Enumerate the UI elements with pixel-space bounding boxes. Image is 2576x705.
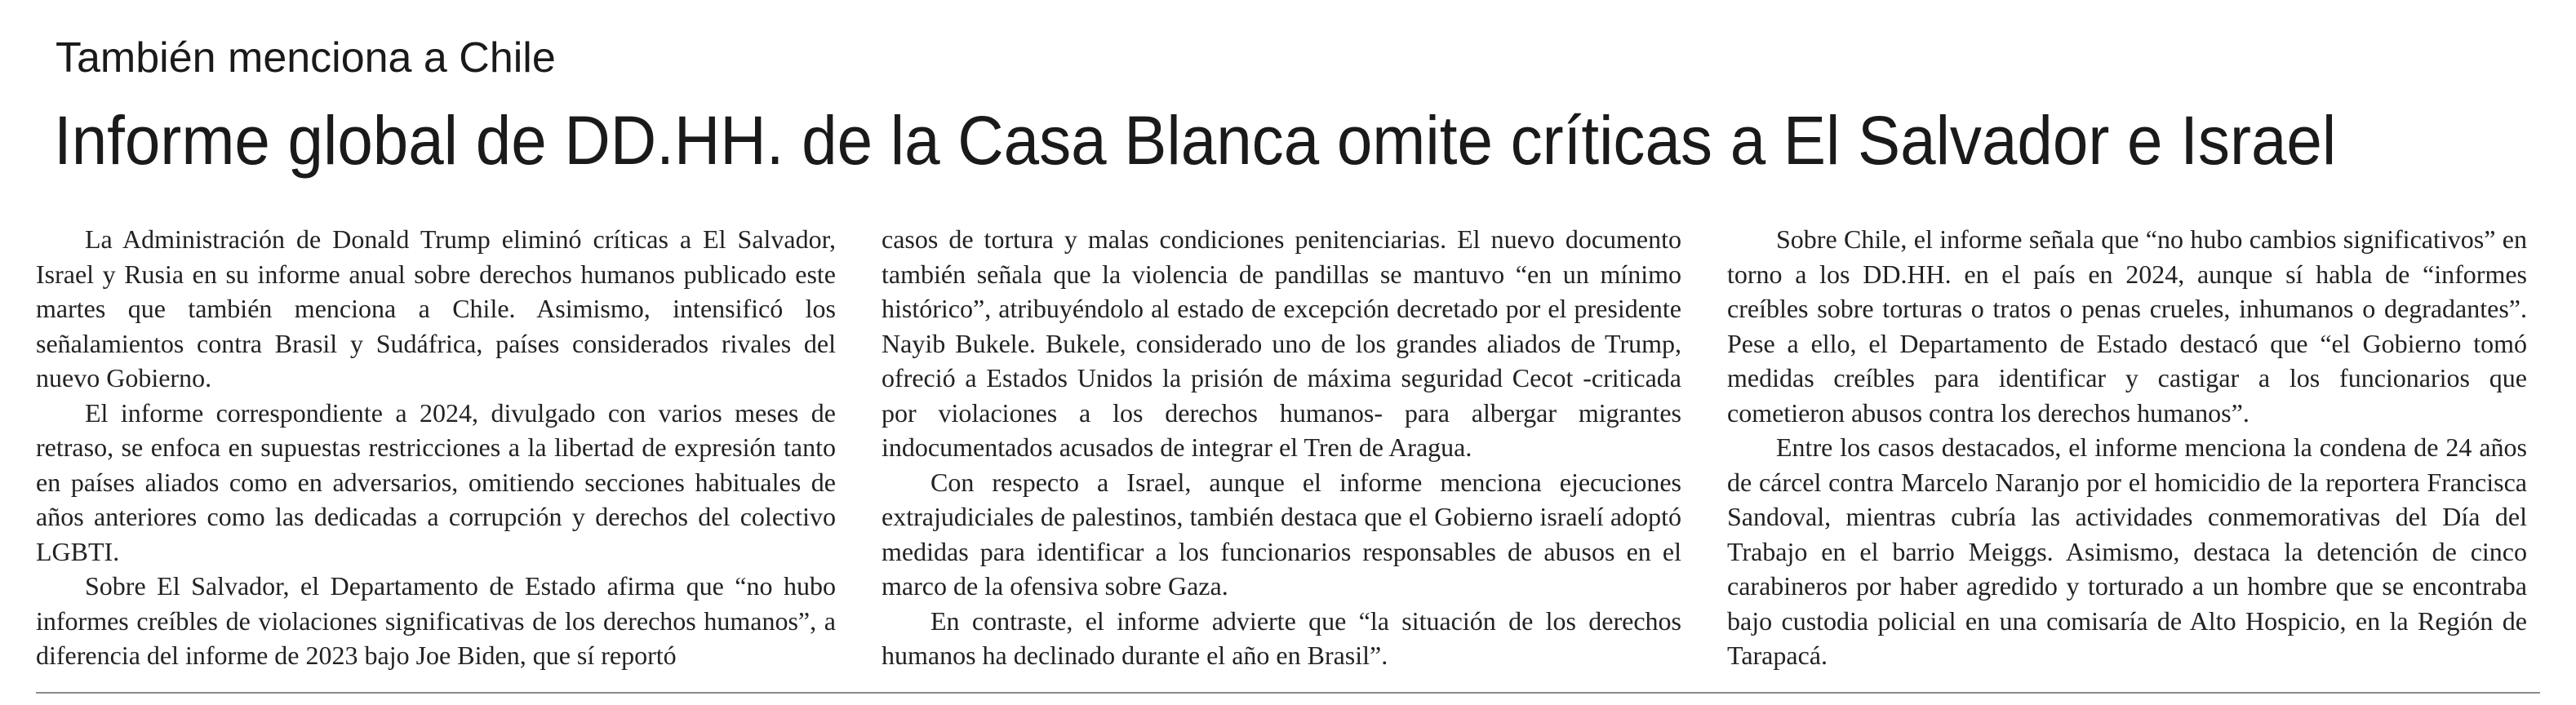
bottom-divider bbox=[36, 692, 2540, 694]
article-kicker: También menciona a Chile bbox=[56, 34, 556, 82]
article-column-1 bbox=[36, 222, 836, 673]
article-column-3 bbox=[1727, 222, 2527, 673]
body-paragraph-continued: casos de tortura y malas condiciones penitenciarias. El nuevo documento también señala que la violencia de pandillas se mantuvo “en un mínimo histórico”, atribuyéndolo al estado de excepción decretado por el presidente Nayib Bukele. Bukele, considerado uno de los grandes aliados de Trump, ofreció a Estados Unidos la prisión de máxima seguridad Cecot -criticada por violaciones a los derechos humanos- para albergar migrantes indocumentados acusados de integrar el Tren de Aragua. bbox=[882, 224, 1681, 462]
body-paragraph: En contraste, el informe advierte que “la situación de los derechos humanos ha declinado durante el año en Brasil”. bbox=[882, 605, 1681, 670]
body-paragraph: Sobre Chile, el informe señala que “no hubo cambios significativos” en torno a los DD.HH. en el país en 2024, aunque sí habla de “informes creíbles sobre torturas o tratos o penas crueles, inhumanos o degradantes”. Pese a ello, el Departamento de Estado destacó que “el Gobierno tomó medidas creíbles para identificar y castigar a los funcionarios que cometieron abusos contra los derechos humanos”. bbox=[1727, 224, 2527, 428]
body-paragraph: La Administración de Donald Trump eliminó críticas a El Salvador, Israel y Rusia en su informe anual sobre derechos humanos publicado este martes que también menciona a Chile. Asimismo, intensificó los señalamientos contra Brasil y Sudáfrica, países considerados rivales del nuevo Gobierno. bbox=[36, 224, 836, 392]
article-headline: Informe global de DD.HH. de la Casa Blanca omite críticas a El Salvador e Israel bbox=[54, 102, 2337, 179]
body-paragraph: El informe correspondiente a 2024, divulgado con varios meses de retraso, se enfoca en supuestas restricciones a la libertad de expresión tanto en países aliados como en adversarios, omitiendo secciones habituales de años anteriores como las dedicadas a corrupción y derechos del colectivo LGBTI. bbox=[36, 397, 836, 566]
body-paragraph: Entre los casos destacados, el informe menciona la condena de 24 años de cárcel contra Marcelo Naranjo por el homicidio de la reportera Francisca Sandoval, mientras cubría las actividades conmemorativas del Día del Trabajo en el barrio Meiggs. Asimismo, destaca la detención de cinco carabineros por haber agredido y torturado a un hombre que se encontraba bajo custodia policial en una comisaría de Alto Hospicio, en la Región de Tarapacá. bbox=[1727, 432, 2527, 670]
body-paragraph: Sobre El Salvador, el Departamento de Estado afirma que “no hubo informes creíbles de violaciones significativas de los derechos humanos”, a diferencia del informe de 2023 bajo Joe Biden, que sí reportó bbox=[36, 571, 836, 670]
article-column-2 bbox=[882, 222, 1681, 673]
body-paragraph: Con respecto a Israel, aunque el informe menciona ejecuciones extrajudiciales de palestinos, también destaca que el Gobierno israelí adoptó medidas para identificar a los funcionarios responsables de abusos en el marco de la ofensiva sobre Gaza. bbox=[882, 467, 1681, 601]
